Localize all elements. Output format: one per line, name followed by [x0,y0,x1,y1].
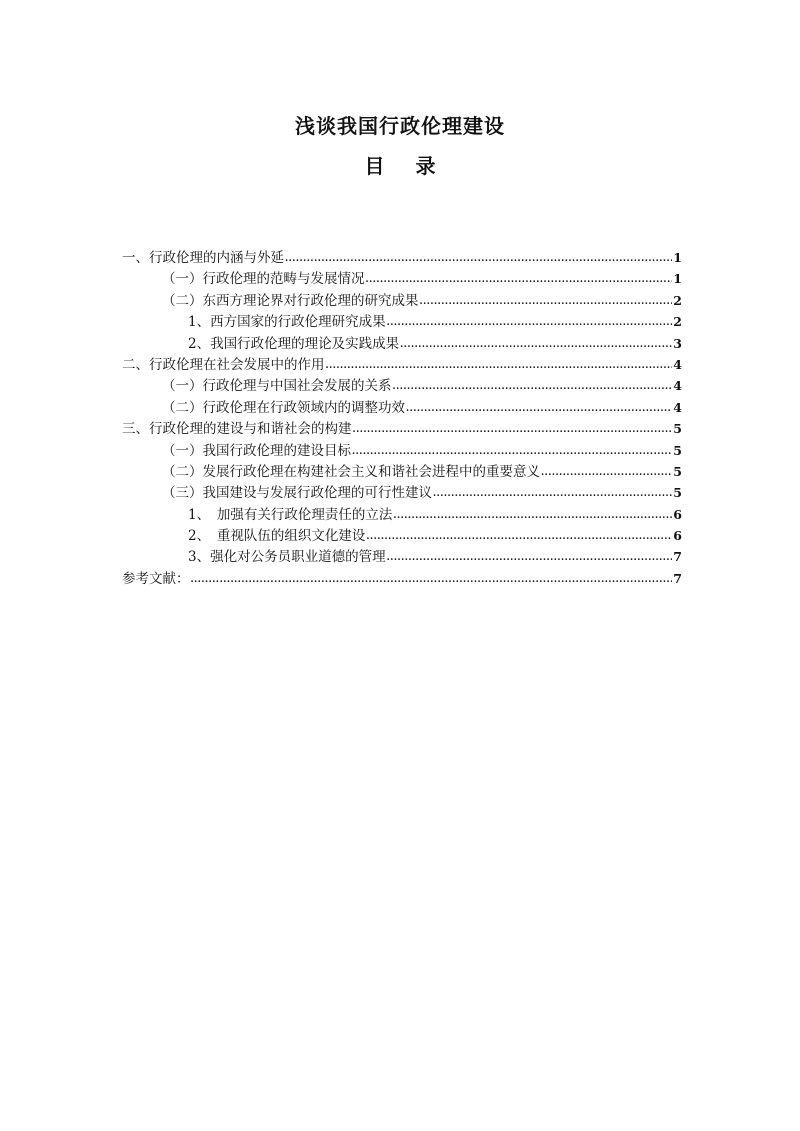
toc-entry-label: 2、 重视队伍的组织文化建设 [188,528,366,545]
toc-entry[interactable] [122,397,682,418]
toc-entry-label: 3、强化对公务员职业道德的管理 [188,549,386,566]
toc-entry-page: 5 [673,485,682,501]
toc-entry[interactable] [122,333,682,354]
toc-leader-dots [393,377,673,398]
toc-entry-label: （一）行政伦理与中国社会发展的关系 [162,378,392,395]
toc-entry-page: 2 [673,292,682,308]
toc-leader-dots [433,484,672,505]
toc-entry[interactable] [122,311,682,332]
toc-leader-dots [366,270,673,291]
toc-leader-dots [366,527,672,548]
toc-entry-page: 1 [673,250,682,265]
toc-entry[interactable] [122,354,682,375]
toc-entry[interactable] [122,375,682,396]
toc-entry-label: 一、行政伦理的内涵与外延 [122,250,284,266]
toc-entry-label: （二）行政伦理在行政领域内的调整功效 [162,399,405,416]
toc-leader-dots [406,399,672,420]
toc-leader-dots [353,420,673,441]
toc-entry-label: 1、西方国家的行政伦理研究成果 [188,314,386,331]
toc-leader-dots [387,313,673,334]
toc-entry-page: 5 [673,421,682,437]
toc-entry[interactable] [122,568,682,589]
toc-entry-page: 6 [673,506,682,522]
toc-entry[interactable] [122,525,682,546]
toc-entry-page: 3 [673,335,682,351]
toc-entry-page: 1 [673,271,682,287]
toc-entry-label: 三、行政伦理的建设与和谐社会的构建 [122,421,352,438]
toc-leader-dots [400,335,672,356]
toc-leader-dots [191,570,673,591]
toc-entry-label: （二）东西方理论界对行政伦理的研究成果 [162,292,419,309]
toc-entry-page: 4 [673,356,682,372]
toc-entry-label: （三）我国建设与发展行政伦理的可行性建议 [162,485,432,502]
toc-leader-dots [420,292,673,313]
toc-entry-label: 1、 加强有关行政伦理责任的立法 [188,506,393,523]
toc-entry[interactable] [122,247,682,268]
toc-entry-label: （一）行政伦理的范畴与发展情况 [162,271,365,288]
toc-entry-label: （二）发展行政伦理在构建社会主义和谐社会进程中的重要意义 [162,463,540,480]
toc-leader-dots [285,249,672,270]
toc-entry[interactable] [122,268,682,289]
toc-entry[interactable] [122,461,682,482]
toc-leader-dots [541,463,672,484]
toc-entry-label: 2、我国行政伦理的理论及实践成果 [188,335,400,352]
toc-entry-page: 5 [673,442,682,458]
toc-entry[interactable] [122,546,682,567]
toc-entry-label: 二、行政伦理在社会发展中的作用 [122,356,325,373]
toc-entry[interactable] [122,290,682,311]
table-of-contents [122,247,682,589]
toc-entry-page: 2 [673,314,682,330]
toc-entry-page: 6 [673,528,682,544]
toc-entry[interactable] [122,440,682,461]
toc-entry-label: （一）我国行政伦理的建设目标 [162,442,351,459]
toc-entry-page: 5 [673,463,682,479]
toc-entry-page: 7 [673,570,682,586]
toc-leader-dots [393,506,672,527]
toc-entry[interactable] [122,504,682,525]
toc-entry[interactable] [122,482,682,503]
toc-entry-page: 4 [673,399,682,415]
toc-leader-dots [352,442,672,463]
toc-leader-dots [326,356,673,377]
toc-heading: 目 录 [364,154,448,178]
toc-leader-dots [387,548,673,569]
toc-entry-page: 7 [673,549,682,565]
toc-entry-page: 4 [673,378,682,394]
toc-entry-label: 参考文献： [122,570,190,587]
toc-entry[interactable] [122,418,682,439]
document-title: 浅谈我国行政伦理建设 [295,114,505,138]
